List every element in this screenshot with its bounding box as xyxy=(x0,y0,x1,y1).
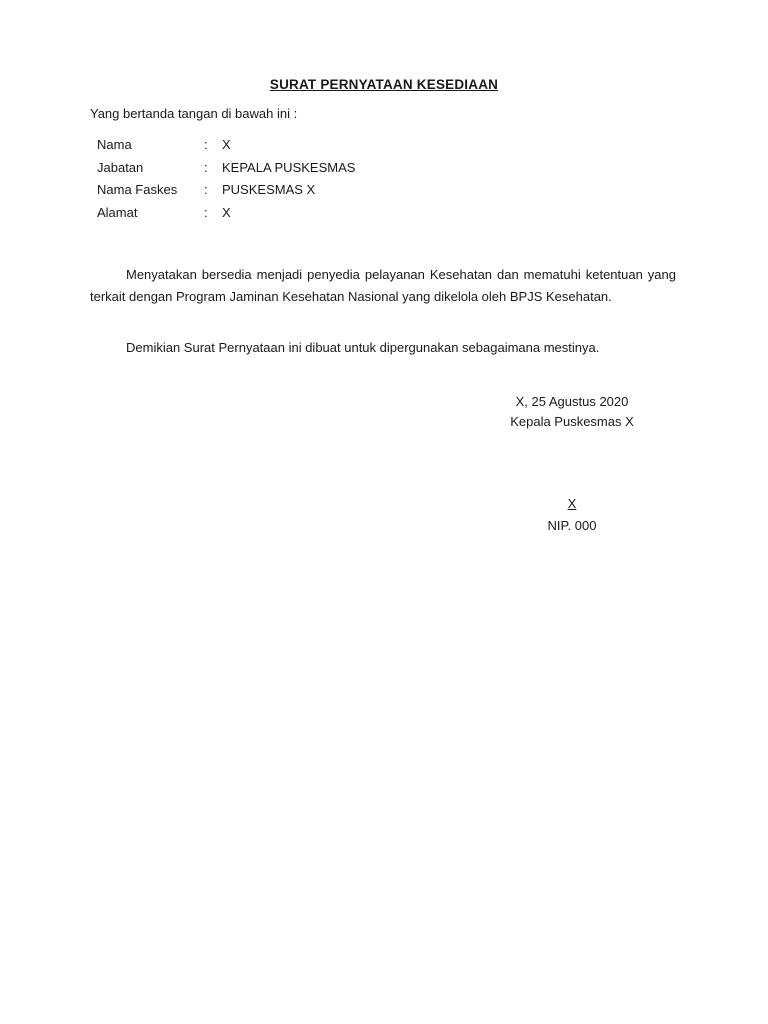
field-value: PUSKESMAS X xyxy=(222,182,316,197)
field-value: KEPALA PUSKESMAS xyxy=(222,159,356,175)
field-colon: : xyxy=(204,137,208,152)
closing-text: Demikian Surat Pernyataan ini dibuat untuk dipergunakan sebagaimana mestinya. xyxy=(126,340,600,355)
field-label: Nama xyxy=(97,137,132,152)
intro-text: Yang bertanda tangan di bawah ini : xyxy=(90,106,298,121)
field-label: Nama Faskes xyxy=(97,182,178,197)
field-value: X xyxy=(222,204,231,220)
document-title: SURAT PERNYATAAN KESEDIAAN xyxy=(269,77,499,92)
field-colon: : xyxy=(204,182,208,197)
statement-paragraph xyxy=(90,264,676,307)
closing-paragraph xyxy=(90,337,676,359)
statement-text: Menyatakan bersedia menjadi penyedia pelayanan Kesehatan dan mematuhi ketentuan yang terkait dengan Program Jaminan Kesehatan Nasional yang dikelola oleh BPJS Kesehatan. xyxy=(90,267,676,304)
signature-position: Kepala Puskesmas X xyxy=(510,414,634,429)
signature-name: X xyxy=(567,496,577,511)
field-colon: : xyxy=(204,159,208,175)
field-label: Alamat xyxy=(97,204,138,220)
field-value: X xyxy=(222,137,231,152)
field-colon: : xyxy=(204,204,208,220)
signature-place-date: X, 25 Agustus 2020 xyxy=(515,394,629,409)
signature-nip: NIP. 000 xyxy=(547,518,597,533)
field-label: Jabatan xyxy=(97,159,144,175)
